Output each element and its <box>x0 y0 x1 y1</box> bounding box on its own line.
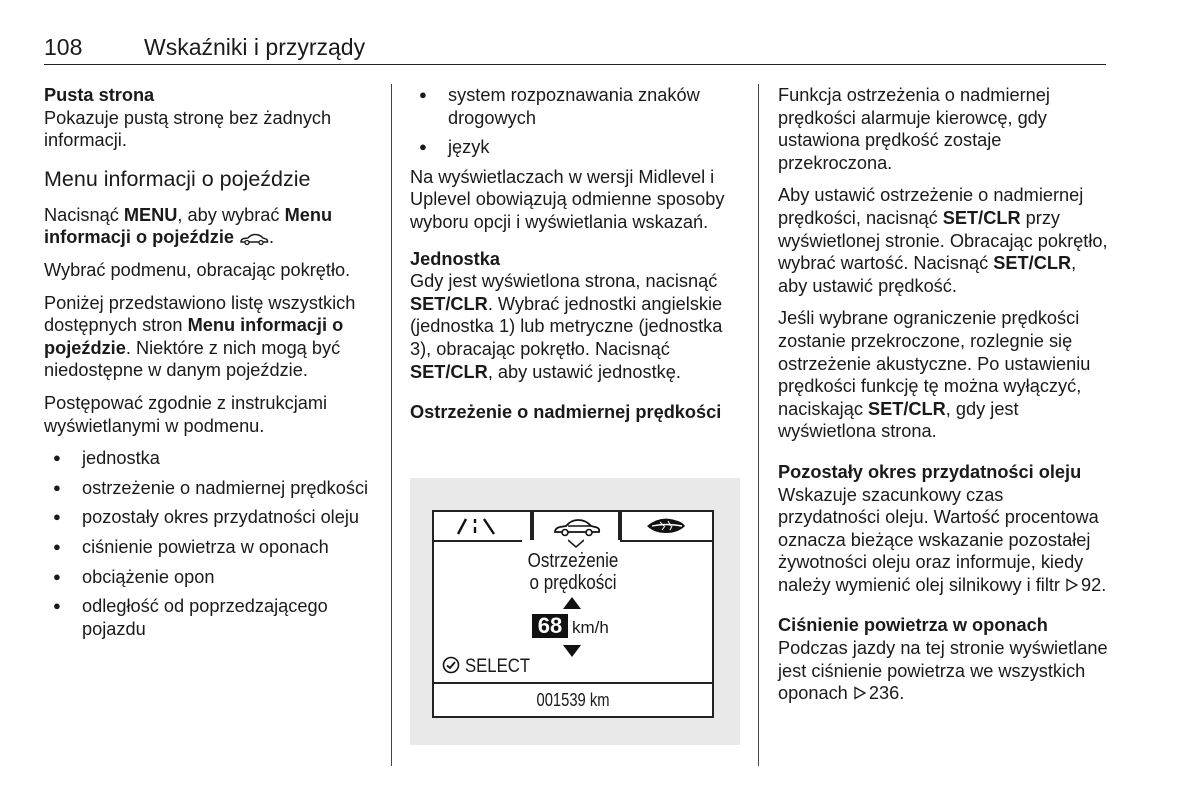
speed-warning-description: Funkcja ostrzeżenia o nadmiernej prędkości alarmuje kierowcę, gdy ustawiona prędkość zostaje przekroczona. <box>778 85 1050 173</box>
display-illustration <box>410 478 740 745</box>
unit-text: Gdy jest wyświetlona strona, nacisnąć SET/CLR. Wybrać jednostki angielskie (jednostka 1) lub metryczne (jednostka 3), obracając pokrętło. Nacisnąć SET/CLR, aby ustawić jednostkę. <box>410 271 723 382</box>
display-versions-note: Na wyświetlaczach w wersji Midlevel i Uplevel obowiązują odmienne sposoby wyboru opcji i wyświetlania wskazań. <box>410 166 725 232</box>
odometer: 001539 km <box>536 690 610 710</box>
tire-pressure-text: Podczas jazdy na tej stronie wyświetlane jest ciśnienie powietrza we wszystkich oponach 236. <box>778 638 1108 704</box>
instrument-display <box>432 510 714 718</box>
road-icon <box>454 516 500 536</box>
unit-heading: Jednostka <box>410 248 500 269</box>
speed-warning-setup: Aby ustawić ostrzeżenie o nadmiernej prędkości, nacisnąć SET/CLR przy wyświetlonej stronie. Obracając pokrętło, wybrać wartość. Nacisnąć SET/CLR, aby ustawić prędkość. <box>778 185 1108 296</box>
pages-list <box>44 447 374 640</box>
oil-life-text: Wskazuje szacunkowy czas przydatności oleju. Wartość procentowa oznacza bieżące wskazanie pozostałej żywotności oleju oraz informuje, kiedy należy wymienić olej silnikowy i filtr 92. <box>778 484 1107 595</box>
pointer-notch-icon <box>568 538 584 548</box>
column-middle <box>410 84 740 424</box>
tire-pressure-heading: Ciśnienie powietrza w oponach <box>778 615 1048 636</box>
column-left <box>44 84 374 647</box>
screen-title-line1: Ostrzeżenie <box>527 550 619 572</box>
blank-page-heading: Pusta strona <box>44 85 155 105</box>
leaf-eco-icon <box>644 517 688 535</box>
vehicle-menu-heading: Menu informacji o pojeździe <box>44 166 311 191</box>
page-reference-arrow-icon <box>853 686 867 700</box>
oil-life-heading: Pozostały okres przydatności oleju <box>778 461 1082 482</box>
arrow-up-icon <box>562 596 582 610</box>
menu-instruction: Nacisnąć MENU, aby wybrać Menu informacji o pojeździe . <box>44 204 333 248</box>
arrow-down-icon <box>562 644 582 658</box>
menu-key: MENU <box>123 204 178 225</box>
pages-list-continued <box>410 84 740 159</box>
page-number: 108 <box>44 34 83 60</box>
list-item: ● ciśnienie powietrza w oponach <box>44 536 374 559</box>
list-item: ● obciążenie opon <box>44 566 374 589</box>
speed-limit-value: 68 <box>532 614 568 638</box>
screen-divider <box>434 682 712 684</box>
list-item: ● odległość od poprzedzającego pojazdu <box>44 595 374 640</box>
speed-warning-alarm: Jeśli wybrane ograniczenie prędkości zostanie przekroczone, rozlegnie się ostrzeżenie akustyczne. Po ustawieniu prędkości funkcję tę można wyłączyć, naciskając SET/CLR, gdy jest wyświetlona strona. <box>778 308 1091 442</box>
follow-instructions: Postępować zgodnie z instrukcjami wyświetlanymi w podmenu. <box>44 392 328 436</box>
speed-unit: km/h <box>572 618 609 637</box>
select-label: SELECT <box>465 656 531 677</box>
page-reference-arrow-icon <box>1065 578 1079 592</box>
column-right <box>778 84 1108 715</box>
column-divider <box>391 84 392 766</box>
speed-warning-heading: Ostrzeżenie o nadmiernej prędkości <box>410 402 722 423</box>
column-divider <box>758 84 759 766</box>
submenu-instruction: Wybrać podmenu, obracając pokrętło. <box>44 259 351 280</box>
car-tab-icon <box>552 517 602 537</box>
blank-page-text: Pokazuje pustą stronę bez żadnych informacji. <box>44 107 332 151</box>
car-icon <box>239 232 269 246</box>
page-header <box>44 34 1106 65</box>
list-item: ● język <box>410 136 740 159</box>
list-item: ● jednostka <box>44 447 374 470</box>
vehicle-menu-name: Menu informacji o pojeździe <box>44 204 333 248</box>
list-item: ● system rozpoznawania znaków drogowych <box>410 84 740 129</box>
list-item: ● pozostały okres przydatności oleju <box>44 506 374 529</box>
select-hint <box>442 656 539 678</box>
check-circle-icon <box>442 656 460 674</box>
chapter-title: Wskaźniki i przyrządy <box>144 34 366 60</box>
list-item: ● ostrzeżenie o nadmiernej prędkości <box>44 477 374 500</box>
screen-title-line2: o prędkości <box>529 572 617 594</box>
tab-divider <box>620 512 622 540</box>
pages-list-intro: Poniżej przedstawiono listę wszystkich dostępnych stron Menu informacji o pojeździe. Niektóre z nich mogą być niedostępne w danym pojeździe. <box>44 292 356 381</box>
